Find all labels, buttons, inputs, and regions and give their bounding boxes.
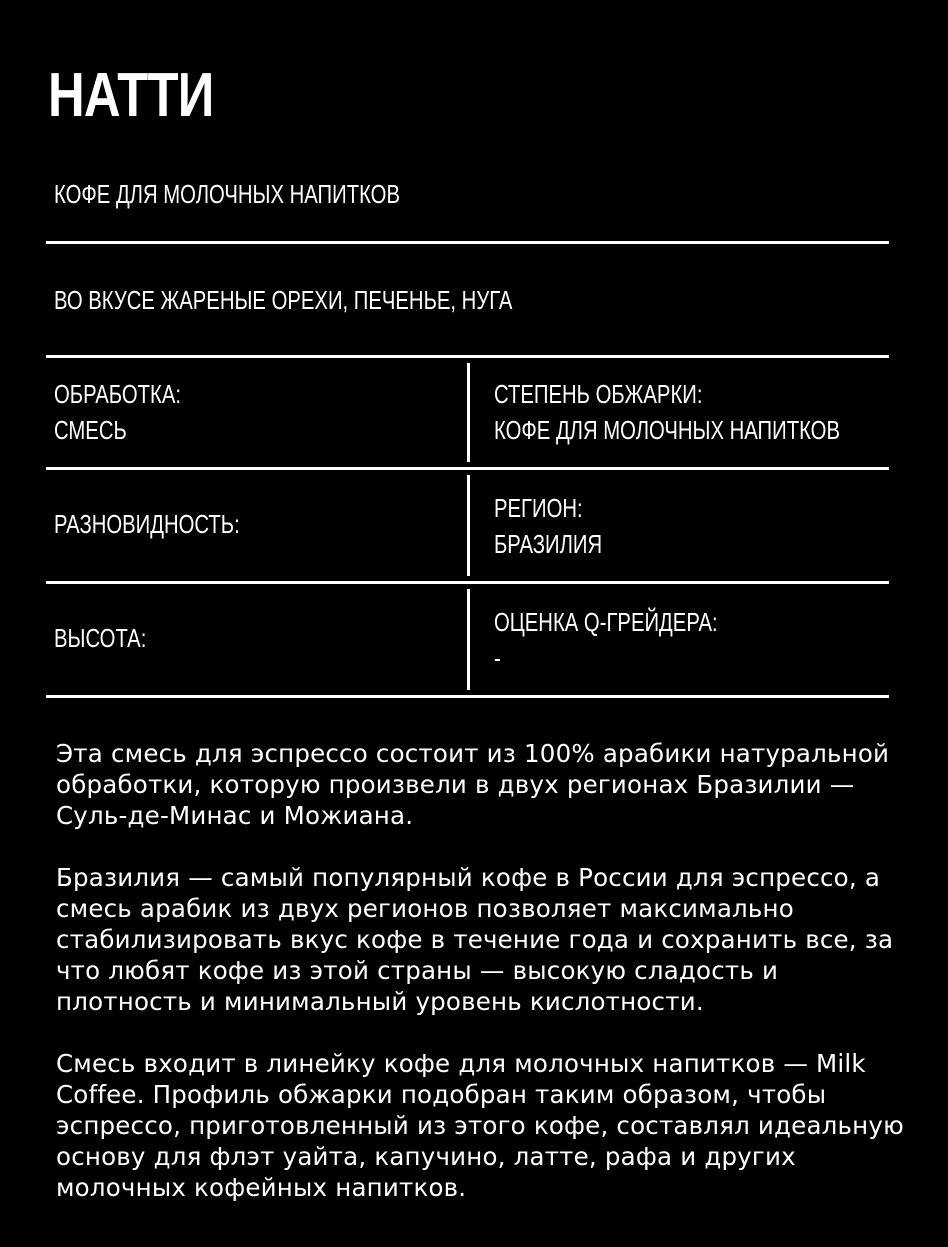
spec-processing-label: ОБРАБОТКА:	[54, 379, 182, 409]
spec-roast-value: КОФЕ ДЛЯ МОЛОЧНЫХ НАПИТКОВ	[494, 415, 840, 445]
spec-roast	[494, 376, 894, 448]
spec-region	[494, 490, 894, 562]
divider	[46, 241, 889, 244]
spec-region-value: БРАЗИЛИЯ	[494, 529, 603, 559]
spec-altitude-label: ВЫСОТА:	[54, 623, 147, 653]
spec-variety	[54, 506, 454, 542]
column-divider	[467, 475, 470, 576]
spec-region-label: РЕГИОН:	[494, 493, 583, 523]
spec-processing-value: СМЕСЬ	[54, 415, 127, 445]
spec-roast-label: СТЕПЕНЬ ОБЖАРКИ:	[494, 379, 703, 409]
spec-q-grade	[494, 604, 894, 676]
product-subtitle: КОФЕ ДЛЯ МОЛОЧНЫХ НАПИТКОВ	[54, 179, 400, 209]
description-paragraph: Смесь входит в линейку кофе для молочных напитков — Milk Coffee. Профиль обжарки подобран таким образом, чтобы эспрессо, приготовленный из этого кофе, составлял идеальную основу для флэт уайта, капучино, латте, рафа и других молочных кофейных напитков.	[56, 1049, 904, 1202]
taste-notes: ВО ВКУСЕ ЖАРЕНЫЕ ОРЕХИ, ПЕЧЕНЬЕ, НУГА	[54, 285, 513, 315]
column-divider	[467, 363, 470, 462]
divider	[46, 355, 889, 358]
spec-variety-label: РАЗНОВИДНОСТЬ:	[54, 509, 240, 539]
description-paragraph: Эта смесь для эспрессо состоит из 100% арабики натуральной обработки, которую произвели в двух регионах Бразилии — Суль-де-Минас и Можиана.	[56, 739, 890, 830]
spec-processing	[54, 376, 454, 448]
divider	[46, 695, 889, 698]
divider	[46, 581, 889, 584]
column-divider	[467, 589, 470, 690]
spec-q-grade-label: ОЦЕНКА Q-ГРЕЙДЕРА:	[494, 607, 718, 637]
description-paragraph: Бразилия — самый популярный кофе в России для эспрессо, а смесь арабик из двух регионов позволяет максимально стабилизировать вкус кофе в течение года и сохранить все, за что любят кофе из этой страны — высокую сладость и плотность и минимальный уровень кислотности.	[56, 863, 894, 1016]
divider	[46, 467, 889, 470]
spec-altitude	[54, 620, 454, 656]
product-description	[56, 738, 906, 1234]
product-title: НАТТИ	[48, 61, 214, 130]
spec-q-grade-value: -	[494, 643, 501, 673]
